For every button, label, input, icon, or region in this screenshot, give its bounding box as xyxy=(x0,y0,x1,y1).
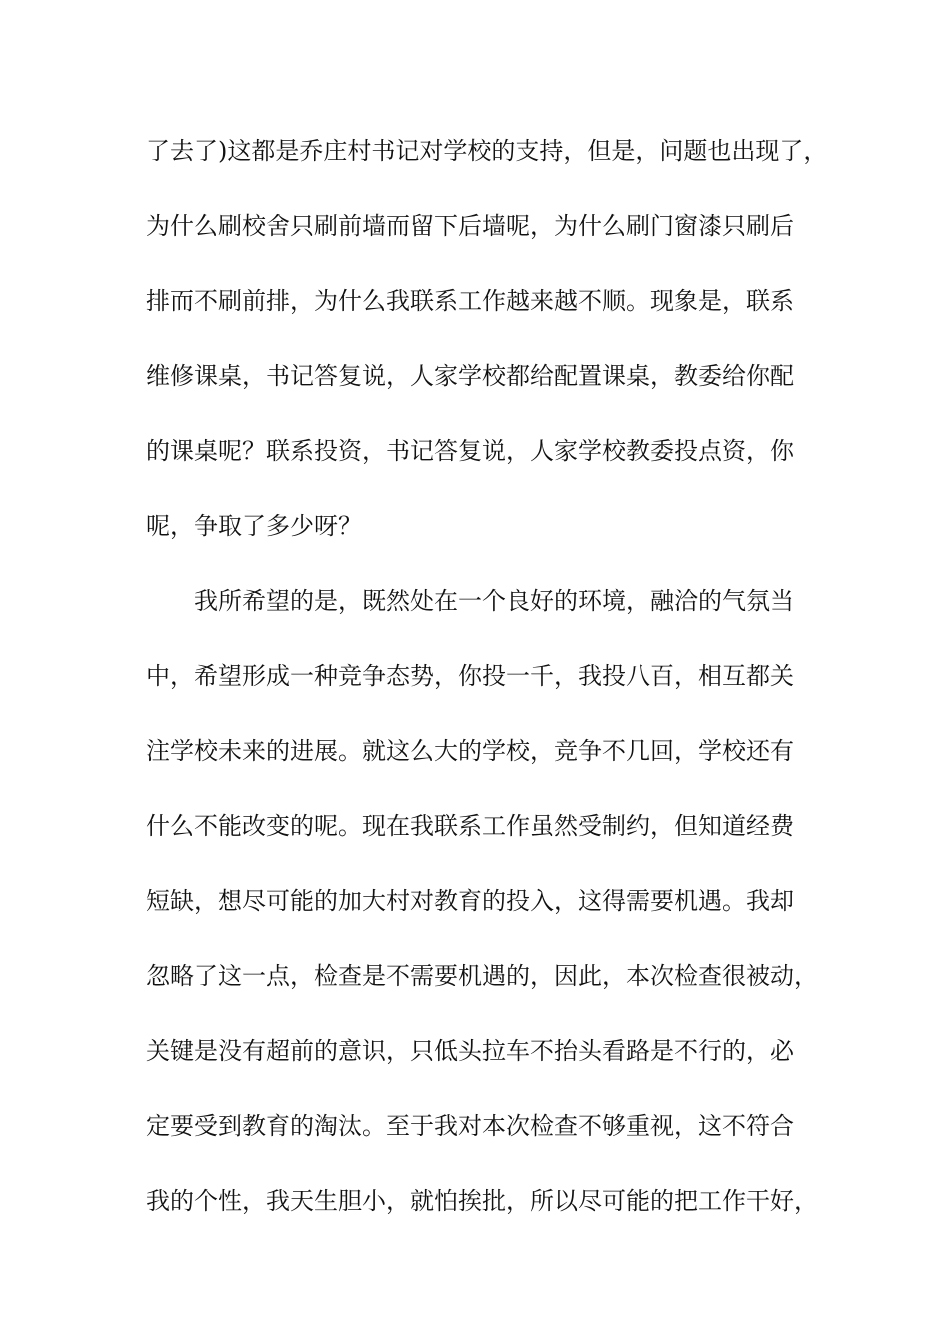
text-line: 什么不能改变的呢。现在我联系工作虽然受制约，但知道经费 xyxy=(146,812,794,840)
text-line: 短缺，想尽可能的加大村对教育的投入，这得需要机遇。我却 xyxy=(146,887,794,915)
text-line: 维修课桌，书记答复说，人家学校都给配置课桌，教委给你配 xyxy=(146,362,794,390)
text-line: 排而不刷前排，为什么我联系工作越来越不顺。现象是，联系 xyxy=(146,287,794,315)
paragraph-first-line: 我所希望的是，既然处在一个良好的环境，融洽的气氛当 xyxy=(194,587,794,615)
text-line: 定要受到教育的淘汰。至于我对本次检查不够重视，这不符合 xyxy=(146,1112,794,1140)
text-line: 呢，争取了多少呀？ xyxy=(146,512,362,540)
text-line: 我的个性，我天生胆小，就怕挨批，所以尽可能的把工作干好， xyxy=(146,1187,818,1215)
text-line: 了去了)这都是乔庄村书记对学校的支持，但是，问题也出现了， xyxy=(146,137,828,165)
text-line: 关键是没有超前的意识，只低头拉车不抬头看路是不行的，必 xyxy=(146,1037,794,1065)
text-line: 忽略了这一点，检查是不需要机遇的，因此，本次检查很被动， xyxy=(146,962,818,990)
text-line: 注学校未来的进展。就这么大的学校，竞争不几回，学校还有 xyxy=(146,737,794,765)
text-line: 的课桌呢？联系投资，书记答复说，人家学校教委投点资，你 xyxy=(146,437,794,465)
text-line: 中，希望形成一种竞争态势，你投一千，我投八百，相互都关 xyxy=(146,662,794,690)
text-line: 为什么刷校舍只刷前墙而留下后墙呢，为什么刷门窗漆只刷后 xyxy=(146,212,794,240)
